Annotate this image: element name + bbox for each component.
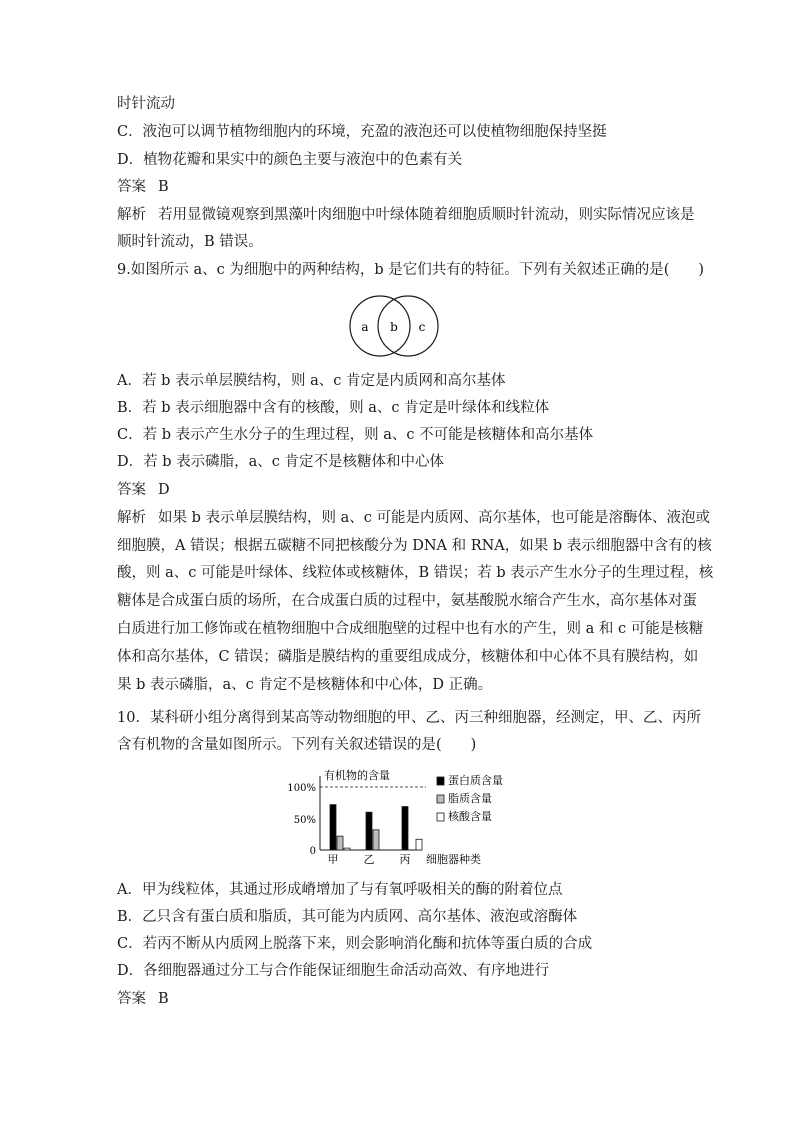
answer-value: D (158, 482, 170, 498)
y-tick-label-0: 0 (309, 846, 316, 857)
legend-label: 核酸含量 (448, 810, 492, 823)
x-axis-label: 细胞器种类 (426, 853, 481, 866)
bar-3-3 (416, 839, 422, 850)
q9-stem: 9.如图所示 a、c 为细胞中的两种结构，b 是它们共有的特征。下列有关叙述正确的是( ) (117, 262, 705, 278)
y-tick-label-50: 50% (293, 815, 316, 826)
q8-option-b-continuation: 时针流动 (117, 96, 175, 112)
q9-option-d: D．若 b 表示磷脂，a、c 肯定不是核糖体和中心体 (117, 454, 444, 470)
analysis-text: 若用显微镜观察到黑藻叶肉细胞中叶绿体随着细胞质顺时针流动，则实际情况应该是 (158, 207, 695, 223)
y-axis-label: 有机物的含量 (324, 769, 390, 782)
organelle-content-bar-chart (282, 766, 518, 872)
q8-analysis-line (117, 205, 695, 225)
legend-label: 蛋白质含量 (448, 774, 503, 787)
analysis-label: 解析 (117, 510, 146, 526)
venn-circle-left (350, 296, 410, 356)
q9-analysis-line: 白质进行加工修饰或在植物细胞中合成细胞壁的过程中也有水的产生，则 a 和 c 可能是核糖 (117, 621, 704, 637)
q9-answer (117, 480, 170, 500)
answer-value: B (158, 179, 169, 195)
venn-label-b: b (390, 320, 398, 334)
q9-analysis-line: 体和高尔基体，C 错误；磷脂是膜结构的重要组成成分，核糖体和中心体不具有膜结构，如 (117, 649, 699, 665)
q8-answer (117, 177, 169, 197)
bar-1-3 (344, 848, 350, 850)
venn-label-a: a (361, 320, 369, 334)
venn-diagram (340, 288, 450, 368)
q9-analysis-line: 糖体是合成蛋白质的场所，在合成蛋白质的过程中，氨基酸脱水缩合产生水，高尔基体对蛋 (117, 593, 697, 609)
bar-3-1 (402, 807, 408, 850)
analysis-label: 解析 (117, 207, 146, 223)
legend-swatch (437, 795, 444, 803)
legend-swatch (437, 777, 444, 785)
q10-option-c: C．若丙不断从内质网上脱落下来，则会影响消化酶和抗体等蛋白质的合成 (117, 936, 593, 952)
bar-1-1 (330, 805, 336, 850)
q9-option-b: B．若 b 表示细胞器中含有的核酸，则 a、c 肯定是叶绿体和线粒体 (117, 400, 550, 416)
q9-option-c: C．若 b 表示产生水分子的生理过程，则 a、c 不可能是核糖体和高尔基体 (117, 427, 594, 443)
answer-label: 答案 (117, 991, 146, 1007)
legend-label: 脂质含量 (448, 792, 492, 805)
q9-option-a: A．若 b 表示单层膜结构，则 a、c 肯定是内质网和高尔基体 (117, 373, 506, 389)
q9-analysis-line (117, 508, 710, 528)
venn-label-c: c (418, 320, 426, 334)
q10-stem-line: 含有机物的含量如图所示。下列有关叙述错误的是( ) (117, 737, 477, 753)
venn-circle-right (378, 296, 438, 356)
q9-analysis-line: 细胞膜，A 错误；根据五碳糖不同把核酸分为 DNA 和 RNA，如果 b 表示细胞器中含有的核 (117, 538, 712, 554)
bar-2-1 (366, 812, 372, 850)
q10-option-a: A．甲为线粒体，其通过形成嵴增加了与有氧呼吸相关的酶的附着位点 (117, 882, 563, 898)
x-tick-label: 丙 (399, 853, 411, 866)
x-tick-label: 乙 (363, 853, 375, 866)
q8-option-d: D．植物花瓣和果实中的颜色主要与液泡中的色素有关 (117, 152, 463, 168)
bar-2-2 (373, 830, 379, 850)
y-tick-label-100: 100% (287, 783, 316, 794)
q10-answer (117, 989, 169, 1009)
analysis-text: 如果 b 表示单层膜结构，则 a、c 可能是内质网、高尔基体，也可能是溶酶体、液泡或 (158, 510, 710, 526)
answer-label: 答案 (117, 179, 146, 195)
bar-1-2 (337, 836, 343, 850)
answer-label: 答案 (117, 482, 146, 498)
q8-analysis-line: 顺时针流动，B 错误。 (117, 234, 263, 250)
x-tick-label: 甲 (327, 853, 339, 866)
q9-analysis-line: 果 b 表示磷脂，a、c 肯定不是核糖体和中心体，D 正确。 (117, 677, 493, 693)
q8-option-c: C．液泡可以调节植物细胞内的环境，充盈的液泡还可以使植物细胞保持坚挺 (117, 124, 607, 140)
q10-option-b: B．乙只含有蛋白质和脂质，其可能为内质网、高尔基体、液泡或溶酶体 (117, 909, 578, 925)
q10-stem-line: 10．某科研小组分离得到某高等动物细胞的甲、乙、丙三种细胞器，经测定，甲、乙、丙所 (117, 710, 701, 726)
q9-analysis-line: 酸，则 a、c 可能是叶绿体、线粒体或核糖体，B 错误；若 b 表示产生水分子的生理过程，核 (117, 565, 714, 581)
legend-swatch (437, 813, 444, 821)
q10-option-d: D．各细胞器通过分工与合作能保证细胞生命活动高效、有序地进行 (117, 963, 550, 979)
answer-value: B (158, 991, 169, 1007)
